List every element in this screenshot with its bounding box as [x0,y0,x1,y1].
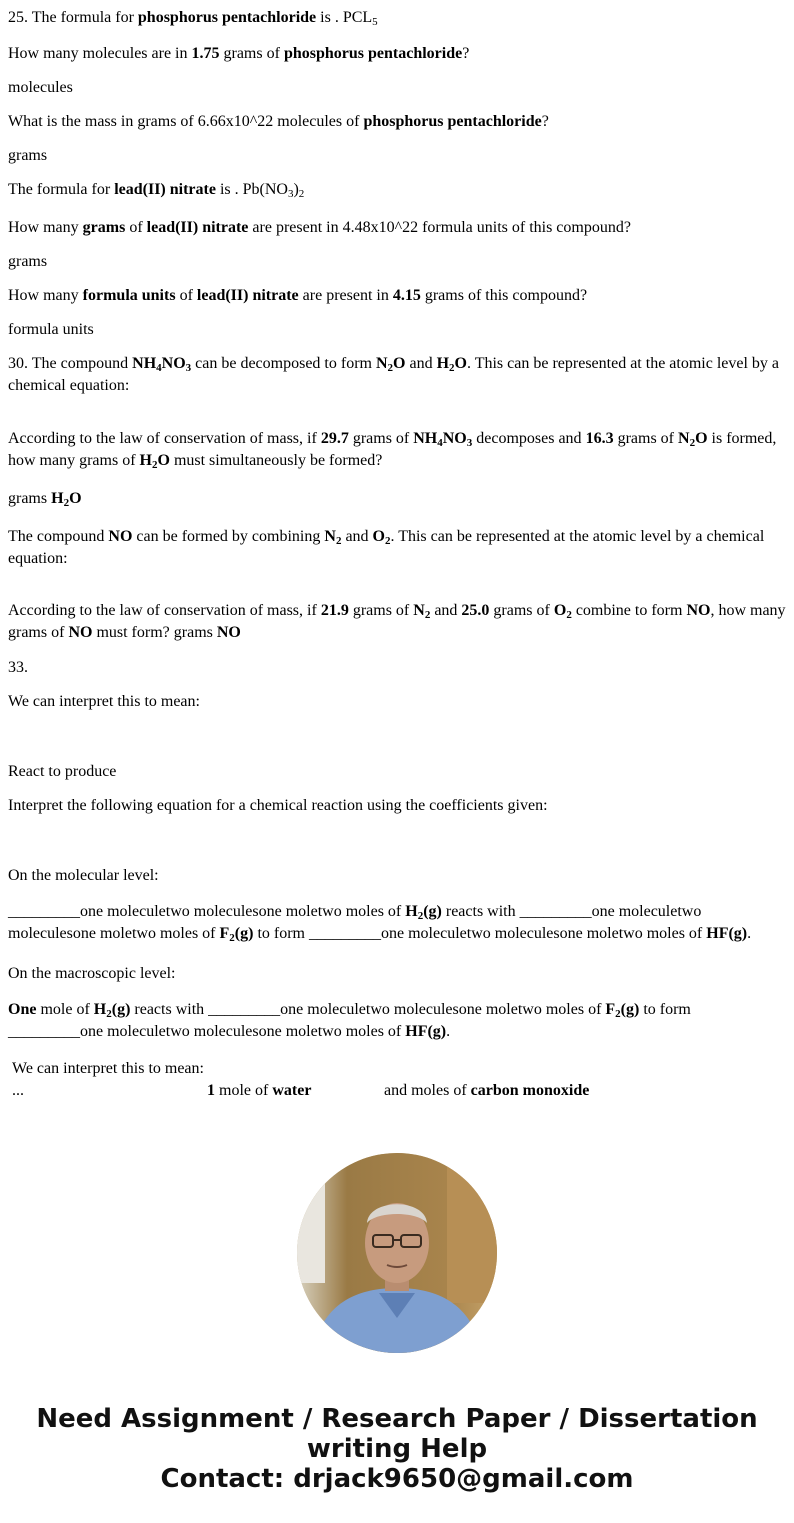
q25b-question: What is the mass in grams of 6.66x10^22 molecules of phosphorus pentachloride? [8,113,549,130]
table-ellipsis: ... [12,1082,24,1099]
compound-name: phosphorus pentachloride [137,9,317,26]
avatar-photo [297,1153,497,1353]
q26a-answer-unit: grams [8,253,48,270]
options-5[interactable]: one moleculetwo moleculesone moletwo moles of [80,1023,406,1040]
options-2[interactable]: one moleculetwo moleculesone moletwo moles of [8,903,702,942]
q26b-answer-unit: formula units [8,321,94,338]
blank-5[interactable]: _________ [8,1023,80,1040]
macroscopic-level-heading: On the macroscopic level: [8,965,176,982]
footer-banner [0,1404,794,1494]
q31a-question: According to the law of conservation of mass, if 21.9 grams of $N_2$ and 25.0 grams of $O_2$ combine to form NO, how many grams of NO must form? grams NO [8,602,786,641]
q30a-answer-unit: grams $H_2O$ [8,490,82,509]
q33-instruction: Interpret the following equation for a chemical reaction using the coefficients given: [8,797,548,814]
q31-intro: The compound NO can be formed by combining $N_2$ and $O_2$. This can be represented at the atomic level by a chemical equation: [8,528,765,567]
table-cell-water: 1 mole of water [207,1082,312,1099]
q26a-question: How many grams of lead(II) nitrate are present in 4.48x10^22 formula units of this compound? [8,219,631,236]
author-avatar [297,1153,497,1353]
footer-line-2: writing Help [306,1434,488,1464]
q25b-answer-unit: grams [8,147,48,164]
macroscopic-level-sentence: One mole of $H_2(g)$ reacts with _________one moleculetwo moleculesone moletwo moles of $F_2(g)$ to form _________one moleculetwo moleculesone moletwo moles of HF(g). [8,1001,691,1040]
q25-intro: 25. The formula for phosphorus pentachloride is . $PCL_5$ [8,9,378,28]
table-cell-co: and moles of carbon monoxide [384,1082,590,1099]
q25a-question: How many molecules are in 1.75 grams of phosphorus pentachloride? [8,45,470,62]
table-interp: We can interpret this to mean: [12,1060,204,1077]
q33-interp: We can interpret this to mean: [8,693,200,710]
molecular-level-sentence: _________one moleculetwo moleculesone moletwo moles of $H_2(g)$ reacts with _________one moleculetwo moleculesone moletwo moles of $F_2(g)$ to form _________one moleculetwo moleculesone moletwo moles of HF(g). [8,903,752,944]
footer-contact[interactable]: Contact: drjack9650@gmail.com [160,1464,634,1494]
q25a-answer-unit: molecules [8,79,73,96]
q30-intro: 30. The compound $NH_4NO_3$ can be decomposed to form $N_2O$ and $H_2O$. This can be represented at the atomic level by a chemical equation: [8,355,780,394]
table-row [12,1080,24,1102]
q26b-question: How many formula units of lead(II) nitrate are present in 4.15 grams of this compound? [8,287,588,304]
blank-2[interactable]: _________ [519,903,592,920]
blank-3[interactable]: _________ [309,925,381,942]
options-3[interactable]: one moleculetwo moleculesone moletwo moles of [381,925,707,942]
blank-4[interactable]: _________ [208,1001,281,1018]
q26-intro: The formula for lead(II) nitrate is . $Pb(NO_3)_2$ [8,181,305,200]
options-4[interactable]: one moleculetwo moleculesone moletwo moles of [280,1001,606,1018]
blank-1[interactable]: _________ [8,903,80,920]
q30a-question: According to the law of conservation of mass, if 29.7 grams of $NH_4NO_3$ decomposes and 16.3 grams of $N_2O$ is formed, how many grams of $H_2O$ must simultaneously be formed? [8,430,777,471]
q33-react: React to produce [8,763,117,780]
options-1[interactable]: one moleculetwo moleculesone moletwo moles of [80,903,406,920]
molecular-level-heading: On the molecular level: [8,867,159,884]
q33-number: 33. [8,659,28,676]
footer-line-1: Need Assignment / Research Paper / Dissertation [36,1404,758,1434]
